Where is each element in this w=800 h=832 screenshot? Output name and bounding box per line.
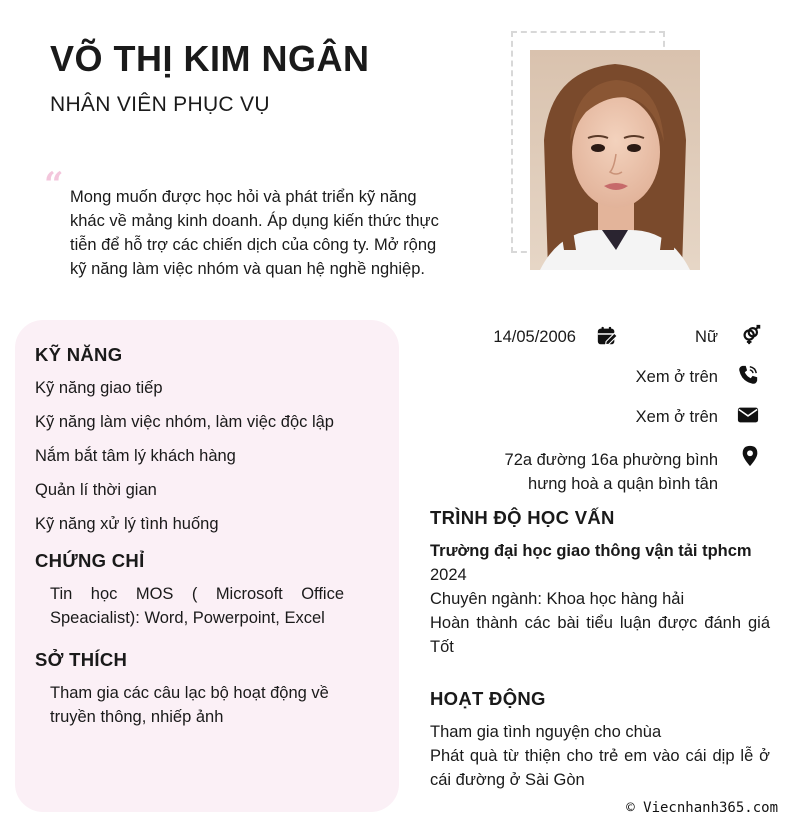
certificate-text: Tin học MOS ( Microsoft Office Speacialist): Word, Powerpoint, Excel xyxy=(50,585,344,627)
skill-item: Quản lí thời gian xyxy=(35,481,157,499)
candidate-name: VÕ THỊ KIM NGÂN xyxy=(50,38,370,79)
activity-item: Tham gia tình nguyện cho chùa xyxy=(430,723,662,741)
watermark-text: © Viecnhanh365.com xyxy=(626,800,778,816)
calendar-icon xyxy=(596,325,618,347)
education-note: Hoàn thành các bài tiểu luận được đánh giá Tốt xyxy=(430,614,770,656)
hobbies-title: SỞ THÍCH xyxy=(35,649,128,670)
address-line: 72a đường 16a phường bình xyxy=(504,451,718,469)
hobbies-text: Tham gia các câu lạc bộ hoạt động về truyền thông, nhiếp ảnh xyxy=(50,684,329,726)
major-text: Chuyên ngành: Khoa học hàng hải xyxy=(430,590,685,608)
skills-title: KỸ NĂNG xyxy=(35,344,123,365)
phone-text: Xem ở trên xyxy=(635,368,718,386)
email-text: Xem ở trên xyxy=(635,408,718,426)
birthday-text: 14/05/2006 xyxy=(493,328,576,346)
profile-photo xyxy=(530,50,700,270)
gender-icon xyxy=(740,324,762,346)
email-icon xyxy=(737,404,759,426)
career-objective: Mong muốn được học hỏi và phát triển kỹ năng khác về mảng kinh doanh. Áp dụng kiến thức thực tiễn để hỗ trợ các chiến dịch của công ty. Mở rộng kỹ năng làm việc nhóm và quan hệ nghề nghiệp. xyxy=(70,188,439,278)
skill-item: Kỹ năng xử lý tình huống xyxy=(35,515,219,533)
school-name: Trường đại học giao thông vận tải tphcm xyxy=(430,542,752,560)
skill-item: Nắm bắt tâm lý khách hàng xyxy=(35,447,236,465)
activities-title: HOẠT ĐỘNG xyxy=(430,688,546,709)
certificates-title: CHỨNG CHỈ xyxy=(35,550,145,571)
portrait-illustration xyxy=(530,50,700,270)
job-title: NHÂN VIÊN PHỤC VỤ xyxy=(50,93,270,116)
quote-icon: “ xyxy=(44,165,64,205)
address-text xyxy=(440,448,718,496)
location-pin-icon xyxy=(739,445,761,467)
education-title: TRÌNH ĐỘ HỌC VẤN xyxy=(430,507,615,528)
address-line: hưng hoà a quận bình tân xyxy=(528,475,718,493)
skill-item: Kỹ năng giao tiếp xyxy=(35,379,163,397)
activity-item: Phát quà từ thiện cho trẻ em vào cái dịp lễ ở cái đường ở Sài Gòn xyxy=(430,747,770,789)
gender-text: Nữ xyxy=(695,328,718,346)
phone-icon xyxy=(737,364,759,386)
graduation-year: 2024 xyxy=(430,566,467,584)
skill-item: Kỹ năng làm việc nhóm, làm việc độc lập xyxy=(35,413,334,431)
